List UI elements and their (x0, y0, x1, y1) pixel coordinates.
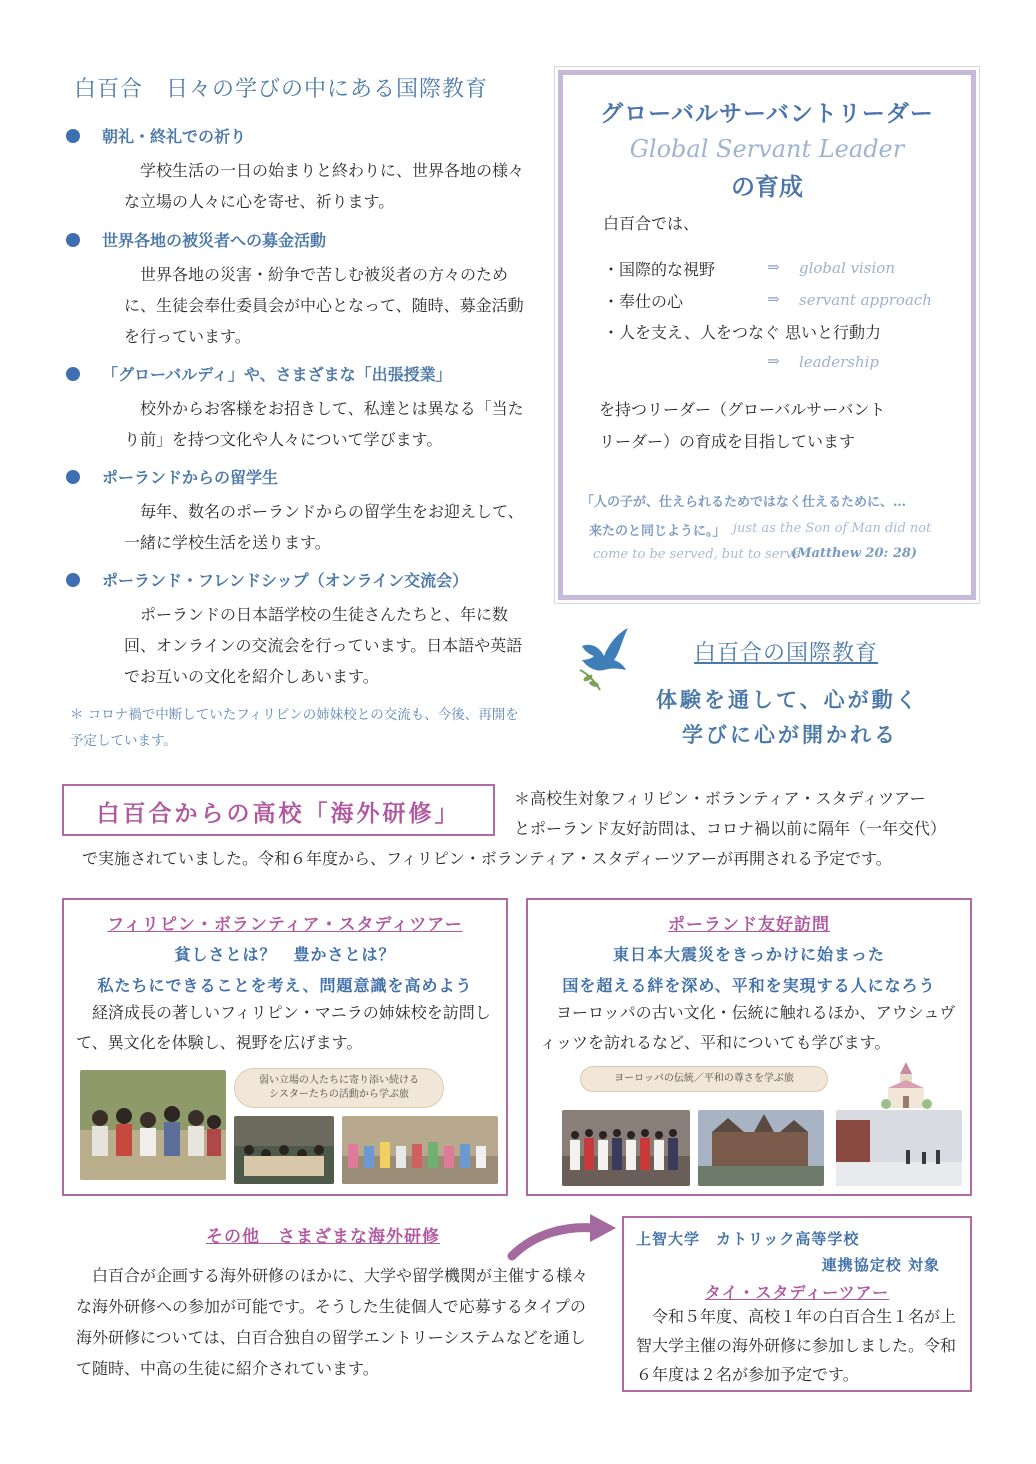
poland-sub-2: 国を超える絆を深め、平和を実現する人になろう (562, 976, 936, 995)
gsl-point-ja: ・国際的な視野 (603, 260, 716, 279)
item-poland-students (66, 465, 526, 558)
philippines-note: ＊ コロナ禍で中断していたフィリピンの姉妹校との交流も、今後、再開を予定しています。 (70, 707, 519, 749)
arrow-icon: ⇒ (767, 352, 780, 370)
philippines-scroll-banner (234, 1068, 444, 1108)
bullet-icon (66, 573, 80, 587)
philippines-body: 経済成長の著しいフィリピン・マニラの姉妹校を訪問して、異文化を体験し、視野を広げます。 (76, 1003, 491, 1052)
main-title: 白百合 日々の学びの中にある国際教育 (74, 77, 489, 102)
gsl-subtitle: の育成 (731, 172, 803, 201)
sophia-line-3: タイ・スタディーツアー (704, 1283, 890, 1302)
overseas-title-box (62, 784, 495, 836)
gsl-script: Global Servant Leader (629, 135, 905, 163)
gsl-point-ja: ・人を支え、人をつなぐ 思いと行動力 (603, 323, 882, 342)
dove-icon (574, 624, 630, 696)
poland-castle-photo (698, 1110, 824, 1186)
other-body: 白百合が企画する海外研修のほかに、大学や留学機関が主催する様々な海外研修への参加が可能です。そうした生徒個人で応募するタイプの海外研修については、白百合独自の留学エントリーシステムなどを通して随時、中高の生徒に紹介されています。 (76, 1266, 589, 1378)
quote-en-1: just as the Son of Man did not (733, 521, 932, 536)
intl-line-2: 学びに心が開かれる (682, 722, 898, 747)
item-body: 毎年、数名のポーランドからの留学生をお迎えして、一緒に学校生活を送ります。 (124, 502, 524, 552)
item-heading: 朝礼・終礼での祈り (102, 127, 247, 146)
scroll-text-2: シスターたちの活動から学ぶ旅 (269, 1089, 409, 1100)
other-title: その他 さまざまな海外研修 (206, 1227, 440, 1247)
bullet-icon (66, 129, 80, 143)
gsl-closing-2: リーダー）の育成を目指しています (599, 432, 856, 451)
quote-en-2: come to be served, but to serve (593, 547, 801, 562)
item-donation (66, 228, 526, 352)
item-heading: 「グローバルディ」や、さまざまな「出張授業」 (102, 365, 452, 384)
overseas-title: 白百合からの高校「海外研修」 (96, 800, 461, 827)
scroll-text-1: ヨーロッパの伝統／平和の尊さを学ぶ旅 (614, 1073, 794, 1084)
item-body: 世界各地の災害・紛争で苦しむ被災者の方々のために、生徒会奉仕委員会が中心となって、随時、募金活動を行っています。 (124, 265, 524, 346)
philippines-children-photo (342, 1116, 498, 1184)
poland-street-photo (836, 1110, 962, 1186)
church-illustration-icon (880, 1060, 932, 1112)
gsl-box (558, 70, 976, 600)
item-heading: 世界各地の被災者への募金活動 (102, 231, 327, 250)
poland-scroll-banner (580, 1066, 828, 1092)
item-poland-friendship (66, 568, 526, 692)
arrow-icon: ⇒ (767, 290, 780, 308)
item-prayer (66, 124, 526, 217)
overseas-note-1: ＊高校生対象フィリピン・ボランティア・スタディツアー (514, 789, 926, 808)
bullet-icon (66, 233, 80, 247)
intl-title: 白百合の国際教育 (694, 641, 879, 666)
gsl-point-en: servant approach (799, 291, 932, 309)
philippines-group-photo (80, 1070, 226, 1180)
sophia-line-1: 上智大学 カトリック高等学校 (636, 1230, 860, 1248)
poland-performance-photo (562, 1110, 690, 1186)
quote-ref: (Matthew 20: 28) (791, 546, 918, 561)
sophia-box (622, 1216, 972, 1392)
poland-body: ヨーロッパの古い文化・伝統に触れるほか、アウシュヴィッツを訪れるなど、平和についても学びます。 (540, 1003, 956, 1052)
poland-box (526, 898, 972, 1196)
intl-line-1: 体験を通して、心が動く (656, 687, 920, 712)
gsl-point-en: global vision (799, 259, 895, 277)
overseas-note-3: で実施されていました。令和６年度から、フィリピン・ボランティア・スタディーツアーが再開される予定です。 (82, 849, 892, 868)
quote-ja-1: 「人の子が、仕えられるためではなく仕えるために、… (581, 495, 907, 510)
philippines-sub-1: 貧しさとは？ 豊かさとは？ (174, 945, 396, 964)
gsl-closing-1: を持つリーダー（グローバルサーバント (599, 400, 886, 419)
arrow-icon: ⇒ (767, 258, 780, 276)
sophia-body: 令和５年度、高校１年の白百合生１名が上智大学主催の海外研修に参加しました。令和６年度は２名が参加予定です。 (636, 1307, 957, 1384)
curved-arrow-icon (506, 1206, 618, 1262)
philippines-title: フィリピン・ボランティア・スタディツアー (107, 915, 463, 935)
overseas-note-2: とポーランド友好訪問は、コロナ禍以前に隔年（一年交代） (514, 819, 947, 838)
gsl-title: グローバルサーバントリーダー (600, 100, 934, 127)
bullet-icon (66, 367, 80, 381)
philippines-box (62, 898, 508, 1196)
item-global-day (66, 362, 526, 455)
item-heading: ポーランドからの留学生 (102, 468, 279, 487)
item-heading: ポーランド・フレンドシップ（オンライン交流会） (102, 571, 469, 590)
scroll-text-1: 弱い立場の人たちに寄り添い続ける (259, 1075, 419, 1086)
item-body: ポーランドの日本語学校の生徒さんたちと、年に数回、オンラインの交流会を行っています。日本語や英語でお互いの文化を紹介しあいます。 (124, 605, 523, 686)
poland-sub-1: 東日本大震災をきっかけに始まった (612, 945, 885, 964)
philippines-classroom-photo (234, 1116, 334, 1184)
gsl-point-en: leadership (799, 353, 880, 371)
quote-ja-2: 来たのと同じように。」 (589, 524, 726, 539)
item-body: 学校生活の一日の始まりと終わりに、世界各地の様々な立場の人々に心を寄せ、祈ります。 (124, 161, 525, 211)
philippines-sub-2: 私たちにできることを考え、問題意識を高めよう (97, 976, 473, 995)
item-body: 校外からお客様をお招きして、私達とは異なる「当たり前」を持つ文化や人々について学びます。 (124, 399, 524, 449)
gsl-intro: 白百合では、 (603, 214, 700, 233)
gsl-point-ja: ・奉仕の心 (603, 292, 684, 311)
bullet-icon (66, 470, 80, 484)
poland-title: ポーランド友好訪問 (668, 915, 830, 935)
sophia-line-2: 連携協定校 対象 (821, 1256, 940, 1274)
